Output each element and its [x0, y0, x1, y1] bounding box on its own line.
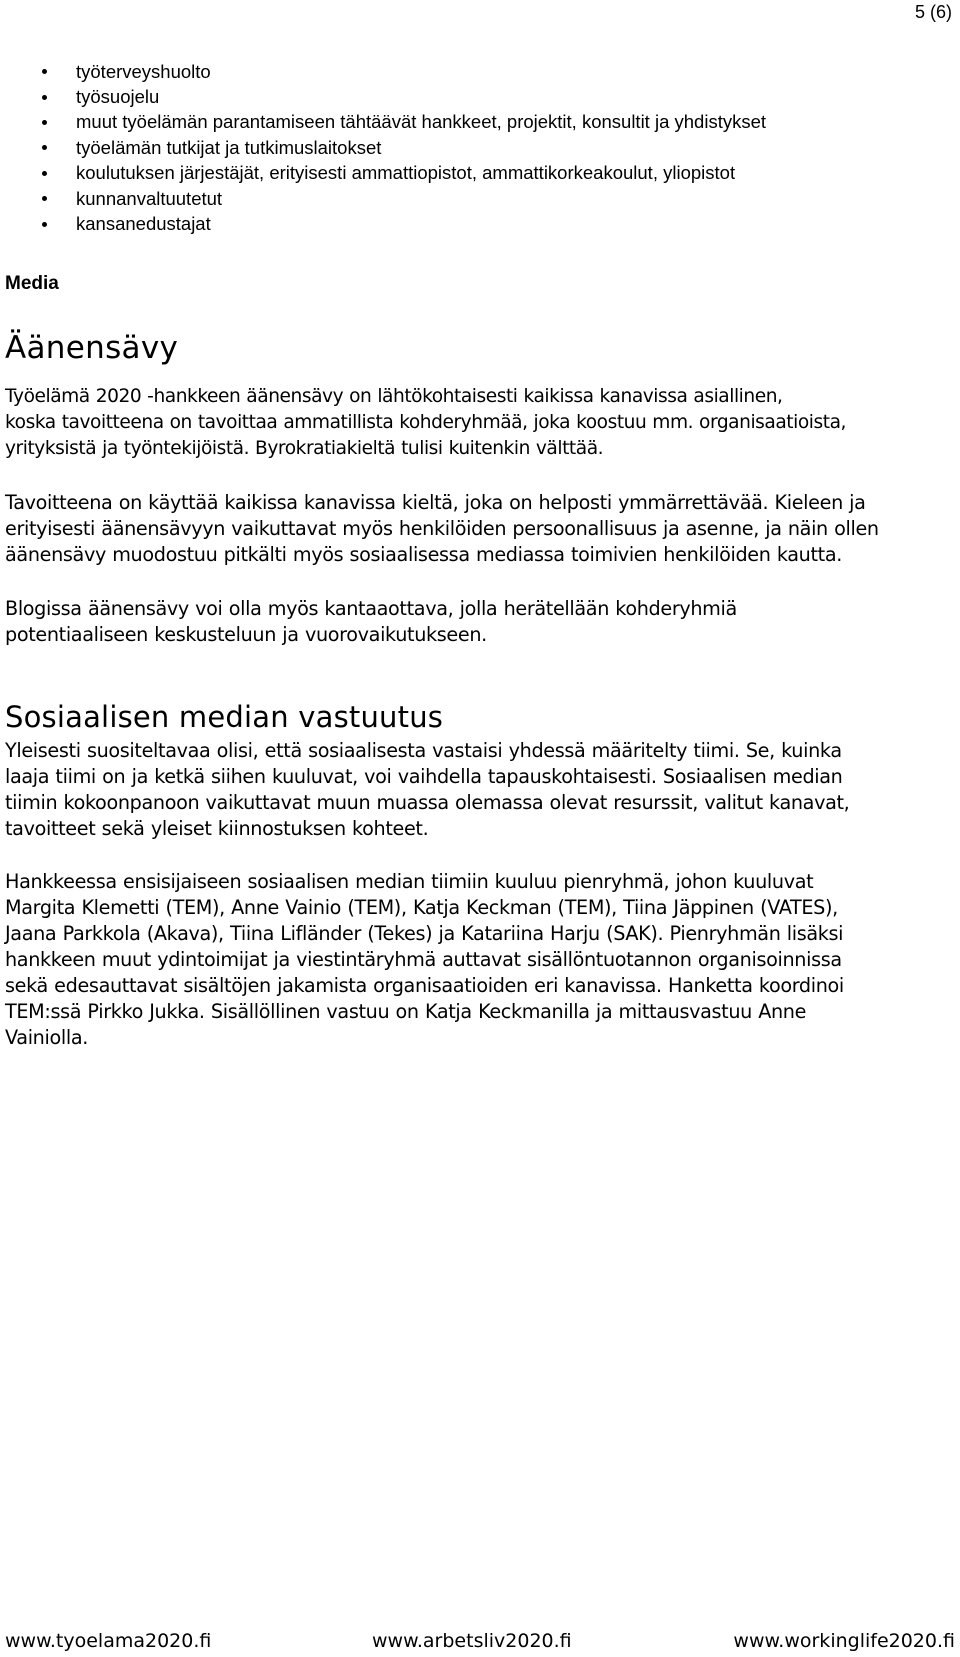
text-line: Työelämä 2020 -hankkeen äänensävy on lähtökohtaisesti kaikissa kanavissa asiallinen, — [5, 386, 783, 407]
text-line: äänensävy muodostuu pitkälti myös sosiaalisessa mediassa toimivien henkilöiden kautta. — [5, 543, 842, 566]
list-item-text: työterveyshuolto — [76, 60, 211, 82]
list-item-text: koulutuksen järjestäjät, erityisesti ammattiopistot, ammattikorkeakoulut, yliopistot — [76, 162, 736, 184]
text-line: yrityksistä ja työntekijöistä. Byrokratiakieltä tulisi kuitenkin välttää. — [5, 438, 604, 459]
text-line: potentiaaliseen keskusteluun ja vuorovaikutukseen. — [5, 623, 487, 646]
heading-tone: Äänensävy — [5, 330, 179, 366]
bullet-icon — [42, 196, 47, 201]
paragraph-tone-language — [5, 490, 955, 568]
text-line: Hankkeessa ensisijaiseen sosiaalisen median tiimiin kuuluu pienryhmä, johon kuuluvat — [5, 870, 814, 893]
section-label-media: Media — [5, 273, 59, 294]
text-line: Tavoitteena on käyttää kaikissa kanavissa kieltä, joka on helposti ymmärrettävää. Kieleen ja — [5, 491, 866, 514]
text-line: Margita Klemetti (TEM), Anne Vainio (TEM), Katja Keckman (TEM), Tiina Jäppinen (VATES), — [5, 896, 838, 919]
paragraph-responsibility-team — [5, 738, 955, 842]
page-number: 5 (6) — [914, 2, 952, 22]
bullet-icon — [42, 145, 47, 150]
list-item-text: työelämän tutkijat ja tutkimuslaitokset — [76, 136, 382, 158]
text-line: Blogissa äänensävy voi olla myös kantaaottava, jolla herätellään kohderyhmiä — [5, 597, 737, 620]
footer-link-workinglife[interactable]: www.workinglife2020.fi — [733, 1630, 955, 1652]
page-footer — [5, 1630, 955, 1657]
text-line: erityisesti äänensävyyn vaikuttavat myös henkilöiden persoonallisuus ja asenne, ja näin ollen — [5, 517, 879, 540]
text-line: hankkeen muut ydintoimijat ja viestintäryhmä auttavat sisällöntuotannon organisoinnissa — [5, 948, 842, 971]
bullet-icon — [42, 222, 47, 227]
list-item — [42, 135, 766, 160]
list-item — [42, 161, 766, 186]
list-item — [42, 110, 766, 135]
text-line: Yleisesti suositeltavaa olisi, että sosiaalisesta vastaisi yhdessä määritelty tiimi. Se, kuinka — [5, 739, 842, 762]
text-line: Vainiolla. — [5, 1026, 88, 1049]
heading-responsibility: Sosiaalisen median vastuutus — [5, 700, 444, 734]
list-item — [42, 211, 766, 236]
text-line: koska tavoitteena on tavoittaa ammatillista kohderyhmää, joka koostuu mm. organisaatioista, — [5, 412, 846, 433]
stakeholder-bullet-list — [42, 59, 766, 237]
paragraph-tone-blog — [5, 596, 955, 648]
list-item — [42, 186, 766, 211]
bullet-icon — [42, 69, 47, 74]
paragraph-responsibility-members — [5, 869, 955, 1051]
text-line: TEM:ssä Pirkko Jukka. Sisällöllinen vastuu on Katja Keckmanilla ja mittausvastuu Anne — [5, 1000, 807, 1023]
footer-link-tyoelama[interactable]: www.tyoelama2020.fi — [5, 1630, 212, 1652]
text-line: Jaana Parkkola (Akava), Tiina Lifländer (Tekes) ja Katariina Harju (SAK). Pienryhmän lisäksi — [5, 922, 844, 945]
footer-link-arbetsliv[interactable]: www.arbetsliv2020.fi — [372, 1630, 572, 1652]
bullet-icon — [42, 95, 47, 100]
bullet-icon — [42, 171, 47, 176]
list-item-text: muut työelämän parantamiseen tähtäävät hankkeet, projektit, konsultit ja yhdistykset — [76, 111, 767, 133]
text-line: laaja tiimi on ja ketkä siihen kuuluvat, voi vaihdella tapauskohtaisesti. Sosiaalisen median — [5, 765, 843, 788]
text-line: tiimin kokoonpanoon vaikuttavat muun muassa olemassa olevat resurssit, valitut kanavat, — [5, 791, 850, 814]
text-line: tavoitteet sekä yleiset kiinnostuksen kohteet. — [5, 817, 429, 840]
list-item — [42, 84, 766, 109]
list-item-text: työsuojelu — [76, 86, 160, 108]
list-item — [42, 59, 766, 84]
text-line: sekä edesauttavat sisältöjen jakamista organisaatioiden eri kanavissa. Hanketta koordinoi — [5, 974, 844, 997]
list-item-text: kansanedustajat — [76, 213, 211, 235]
paragraph-tone-intro — [5, 384, 955, 462]
bullet-icon — [42, 120, 47, 125]
list-item-text: kunnanvaltuutetut — [76, 187, 223, 209]
